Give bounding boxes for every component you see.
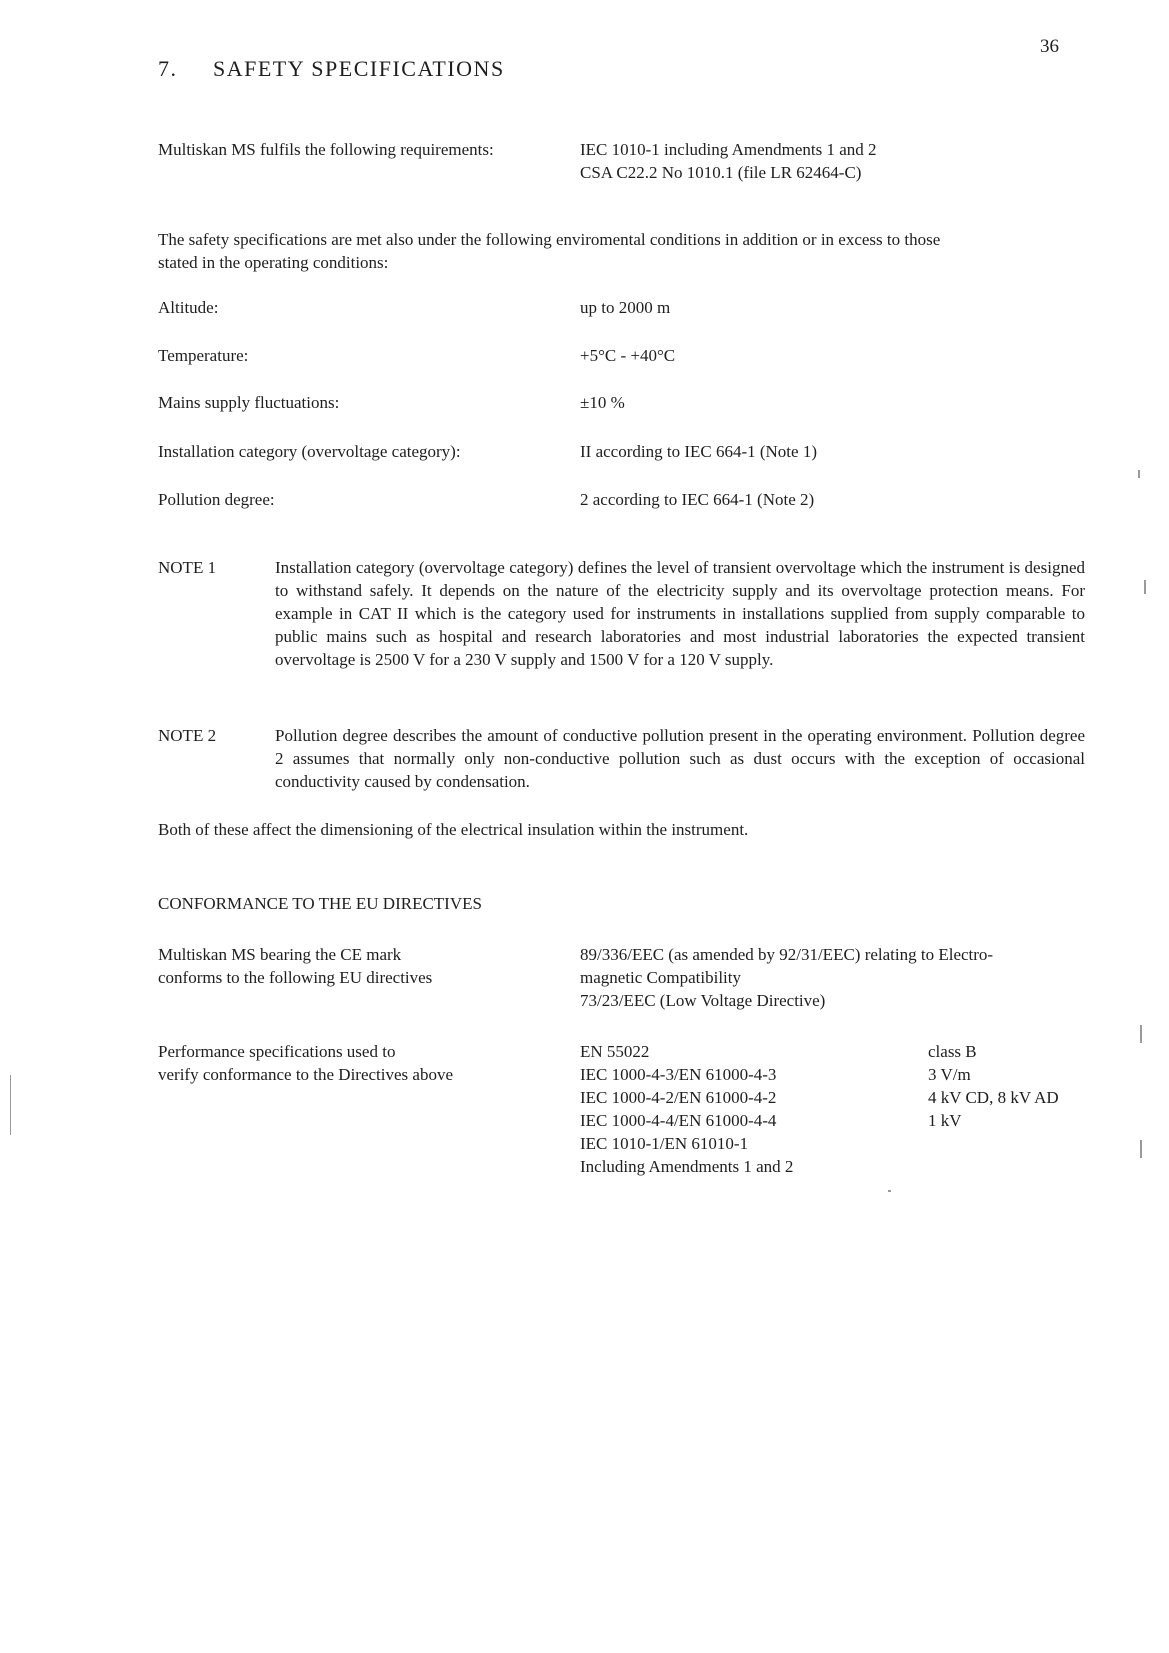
condition-label-altitude: Altitude: bbox=[158, 298, 219, 317]
note-1-label: NOTE 1 bbox=[158, 558, 217, 577]
requirement-item: IEC 1010-1 including Amendments 1 and 2 bbox=[580, 140, 877, 159]
standard-item: IEC 1000-4-3/EN 61000-4-3 bbox=[580, 1065, 777, 1084]
intro-line: The safety specifications are met also under the following enviromental conditions in addition or in excess to those bbox=[158, 230, 941, 249]
ce-mark-label bbox=[158, 943, 432, 989]
intro-paragraph bbox=[158, 228, 940, 274]
condition-value-installation: II according to IEC 664-1 (Note 1) bbox=[580, 442, 817, 461]
condition-label-mains: Mains supply fluctuations: bbox=[158, 393, 340, 412]
requirements-values bbox=[580, 138, 877, 184]
requirements-label: Multiskan MS fulfils the following requirements: bbox=[158, 140, 494, 159]
standard-item: IEC 1000-4-4/EN 61000-4-4 bbox=[580, 1111, 777, 1130]
section-number: 7. bbox=[158, 56, 178, 81]
scan-speck bbox=[1140, 1025, 1142, 1043]
intro-line: stated in the operating conditions: bbox=[158, 253, 389, 272]
condition-value-mains: ±10 % bbox=[580, 393, 625, 412]
condition-label-installation: Installation category (overvoltage category): bbox=[158, 442, 461, 461]
condition-label-pollution: Pollution degree: bbox=[158, 490, 275, 509]
condition-value-pollution: 2 according to IEC 664-1 (Note 2) bbox=[580, 490, 815, 509]
scan-speck bbox=[1144, 580, 1146, 594]
standard-level: 1 kV bbox=[928, 1111, 962, 1130]
standard-level: class B bbox=[928, 1042, 977, 1061]
ce-mark-line: conforms to the following EU directives bbox=[158, 968, 433, 987]
condition-value-altitude: up to 2000 m bbox=[580, 298, 671, 317]
condition-value-temperature: +5°C - +40°C bbox=[580, 346, 676, 365]
standard-level: 3 V/m bbox=[928, 1065, 971, 1084]
note-2-text: Pollution degree describes the amount of conductive pollution present in the operating environment. Pollution degree 2 assumes that normally only non-conductive pollution such as dust occurs with the exception of occasional conductivity caused by condensation. bbox=[275, 726, 1085, 791]
conformance-heading: CONFORMANCE TO THE EU DIRECTIVES bbox=[158, 894, 482, 913]
directives-list bbox=[580, 943, 993, 1012]
section-title: SAFETY SPECIFICATIONS bbox=[213, 56, 505, 81]
scan-speck bbox=[1140, 1140, 1142, 1158]
directive-line: 89/336/EEC (as amended by 92/31/EEC) relating to Electro- bbox=[580, 945, 994, 964]
standards-list bbox=[580, 1040, 793, 1178]
standard-item: EN 55022 bbox=[580, 1042, 650, 1061]
standard-item: IEC 1010-1/EN 61010-1 bbox=[580, 1134, 749, 1153]
page-number: 36 bbox=[1040, 36, 1059, 57]
scan-speck bbox=[1138, 470, 1140, 478]
summary-text: Both of these affect the dimensioning of the electrical insulation within the instrument. bbox=[158, 820, 749, 839]
standard-item: Including Amendments 1 and 2 bbox=[580, 1157, 794, 1176]
standards-levels bbox=[928, 1040, 1059, 1132]
scan-speck bbox=[10, 1075, 11, 1135]
standard-level: 4 kV CD, 8 kV AD bbox=[928, 1088, 1059, 1107]
scan-speck bbox=[888, 1190, 891, 1192]
note-1-text: Installation category (overvoltage category) defines the level of transient overvoltage which the instrument is designed to withstand safely. It depends on the nature of the electricity supply and its overvoltage protection means. For example in CAT II which is the category used for instruments in installations supplied from supply comparable to public mains such as hospital and research laboratories and most industrial laboratories the expected transient overvoltage is 2500 V for a 230 V supply and 1500 V for a 120 V supply. bbox=[275, 558, 1085, 669]
standard-item: IEC 1000-4-2/EN 61000-4-2 bbox=[580, 1088, 777, 1107]
performance-line: verify conformance to the Directives above bbox=[158, 1065, 454, 1084]
ce-mark-line: Multiskan MS bearing the CE mark bbox=[158, 945, 402, 964]
requirement-item: CSA C22.2 No 1010.1 (file LR 62464-C) bbox=[580, 163, 862, 182]
directive-line: magnetic Compatibility bbox=[580, 968, 742, 987]
performance-line: Performance specifications used to bbox=[158, 1042, 396, 1061]
performance-label bbox=[158, 1040, 453, 1086]
directive-line: 73/23/EEC (Low Voltage Directive) bbox=[580, 991, 826, 1010]
condition-label-temperature: Temperature: bbox=[158, 346, 249, 365]
note-2-label: NOTE 2 bbox=[158, 726, 217, 745]
section-heading bbox=[158, 56, 505, 82]
